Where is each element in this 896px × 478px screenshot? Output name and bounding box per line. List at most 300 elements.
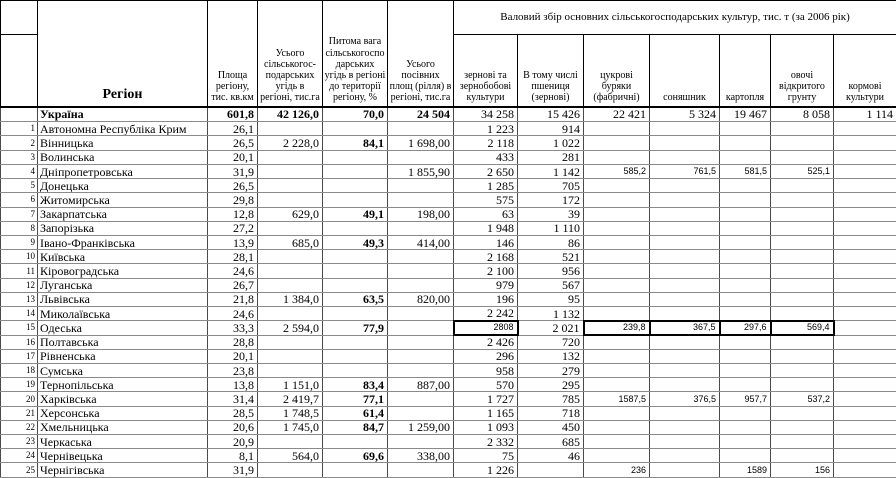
- region-name-cell[interactable]: Дніпропетровська: [38, 164, 208, 178]
- region-column-header[interactable]: Регіон: [38, 1, 208, 107]
- cell-potato[interactable]: [720, 435, 771, 449]
- cell-grain-legumes[interactable]: 75: [454, 449, 518, 463]
- cell-farmland[interactable]: 1 384,0: [258, 292, 323, 306]
- cell-vegetables[interactable]: 8 058: [771, 107, 834, 122]
- cell-sugar-beet[interactable]: 22 421: [584, 107, 650, 122]
- cell-farmland[interactable]: [258, 435, 323, 449]
- cell-vegetables[interactable]: 156: [771, 463, 834, 478]
- cell-sunflower[interactable]: 367,5: [650, 321, 720, 335]
- cell-wheat[interactable]: 295: [518, 378, 584, 392]
- cell-sown[interactable]: [388, 250, 454, 264]
- cell-grain-legumes[interactable]: 1 285: [454, 179, 518, 193]
- cell-share[interactable]: [323, 435, 388, 449]
- cell-sunflower[interactable]: [650, 150, 720, 164]
- cell-wheat[interactable]: 705: [518, 179, 584, 193]
- fodder-column-header[interactable]: кормові культури: [834, 35, 896, 107]
- row-number-cell[interactable]: 17: [1, 349, 38, 363]
- cell-area[interactable]: 28,1: [208, 250, 258, 264]
- row-number-cell[interactable]: 9: [1, 235, 38, 249]
- cell-fodder[interactable]: [834, 321, 896, 335]
- cell-grain-legumes[interactable]: 2 332: [454, 435, 518, 449]
- cell-farmland[interactable]: [258, 150, 323, 164]
- cell-sugar-beet[interactable]: [584, 150, 650, 164]
- cell-area[interactable]: 31,9: [208, 463, 258, 478]
- cell-sown[interactable]: [388, 435, 454, 449]
- cell-fodder[interactable]: [834, 307, 896, 321]
- row-number-cell[interactable]: 6: [1, 193, 38, 207]
- cell-fodder[interactable]: [834, 136, 896, 150]
- cell-area[interactable]: 12,8: [208, 207, 258, 221]
- cell-wheat[interactable]: 1 110: [518, 221, 584, 235]
- cell-fodder[interactable]: 1 114: [834, 107, 896, 122]
- cell-potato[interactable]: [720, 363, 771, 377]
- cell-sugar-beet[interactable]: [584, 122, 650, 136]
- cell-wheat[interactable]: 132: [518, 349, 584, 363]
- cell-area[interactable]: 13,8: [208, 378, 258, 392]
- cell-vegetables[interactable]: 569,4: [771, 321, 834, 335]
- cell-fodder[interactable]: [834, 150, 896, 164]
- cell-sown[interactable]: [388, 193, 454, 207]
- region-name-cell[interactable]: Вінницька: [38, 136, 208, 150]
- cell-potato[interactable]: [720, 250, 771, 264]
- cell-sugar-beet[interactable]: [584, 292, 650, 306]
- cell-farmland[interactable]: 2 594,0: [258, 321, 323, 335]
- cell-sown[interactable]: 338,00: [388, 449, 454, 463]
- row-number-cell[interactable]: 18: [1, 363, 38, 377]
- cell-farmland[interactable]: [258, 221, 323, 235]
- cell-sown[interactable]: [388, 321, 454, 335]
- cell-sunflower[interactable]: [650, 435, 720, 449]
- cell-share[interactable]: 77,9: [323, 321, 388, 335]
- cell-share[interactable]: [323, 278, 388, 292]
- row-number-cell[interactable]: 4: [1, 164, 38, 178]
- wheat-column-header[interactable]: В тому числі пшениця (зернові): [518, 35, 584, 107]
- cell-grain-legumes[interactable]: 196: [454, 292, 518, 306]
- cell-wheat[interactable]: 685: [518, 435, 584, 449]
- cell-share[interactable]: [323, 150, 388, 164]
- cell-potato[interactable]: [720, 235, 771, 249]
- row-number-cell[interactable]: 20: [1, 392, 38, 406]
- cell-sown[interactable]: [388, 278, 454, 292]
- row-number-cell[interactable]: 5: [1, 179, 38, 193]
- row-number-cell[interactable]: 3: [1, 150, 38, 164]
- cell-wheat[interactable]: 567: [518, 278, 584, 292]
- cell-sunflower[interactable]: [650, 179, 720, 193]
- cell-vegetables[interactable]: [771, 122, 834, 136]
- row-number-cell[interactable]: 10: [1, 250, 38, 264]
- cell-wheat[interactable]: 46: [518, 449, 584, 463]
- cell-share[interactable]: 49,1: [323, 207, 388, 221]
- cell-potato[interactable]: [720, 278, 771, 292]
- cell-sown[interactable]: 820,00: [388, 292, 454, 306]
- cell-fodder[interactable]: [834, 179, 896, 193]
- sown-area-column-header[interactable]: Усього посівних площ (рілля) в регіоні, тис.га: [388, 1, 454, 107]
- grain-legumes-column-header[interactable]: зернові та зернобобові культури: [454, 35, 518, 107]
- cell-vegetables[interactable]: [771, 292, 834, 306]
- cell-fodder[interactable]: [834, 235, 896, 249]
- cell-grain-legumes[interactable]: 296: [454, 349, 518, 363]
- cell-potato[interactable]: [720, 179, 771, 193]
- row-number-cell[interactable]: 21: [1, 406, 38, 420]
- cell-share[interactable]: [323, 264, 388, 278]
- cell-fodder[interactable]: [834, 221, 896, 235]
- cell-area[interactable]: 23,8: [208, 363, 258, 377]
- cell-sown[interactable]: [388, 221, 454, 235]
- cell-farmland[interactable]: 42 126,0: [258, 107, 323, 122]
- cell-farmland[interactable]: 629,0: [258, 207, 323, 221]
- cell-sugar-beet[interactable]: [584, 136, 650, 150]
- cell-grain-legumes[interactable]: 2 426: [454, 335, 518, 349]
- region-name-cell[interactable]: Луганська: [38, 278, 208, 292]
- cell-potato[interactable]: [720, 349, 771, 363]
- cell-sown[interactable]: 198,00: [388, 207, 454, 221]
- cell-area[interactable]: 31,4: [208, 392, 258, 406]
- row-number-cell[interactable]: 16: [1, 335, 38, 349]
- cell-grain-legumes[interactable]: 63: [454, 207, 518, 221]
- cell-vegetables[interactable]: [771, 150, 834, 164]
- cell-grain-legumes[interactable]: 433: [454, 150, 518, 164]
- region-name-cell[interactable]: Київська: [38, 250, 208, 264]
- cell-farmland[interactable]: [258, 335, 323, 349]
- cell-wheat[interactable]: 718: [518, 406, 584, 420]
- gross-harvest-group-header[interactable]: Валовий збір основних сільськогосподарських культур, тис. т (за 2006 рік): [454, 1, 896, 35]
- vegetables-column-header[interactable]: овочі відкритого грунту: [771, 35, 834, 107]
- row-number-cell[interactable]: 14: [1, 307, 38, 321]
- region-name-cell[interactable]: Івано-Франківська: [38, 235, 208, 249]
- region-name-cell[interactable]: Полтавська: [38, 335, 208, 349]
- cell-sown[interactable]: [388, 150, 454, 164]
- cell-vegetables[interactable]: [771, 264, 834, 278]
- cell-area[interactable]: 28,5: [208, 406, 258, 420]
- cell-sunflower[interactable]: [650, 278, 720, 292]
- cell-farmland[interactable]: 1 748,5: [258, 406, 323, 420]
- cell-fodder[interactable]: [834, 435, 896, 449]
- cell-sugar-beet[interactable]: [584, 335, 650, 349]
- cell-area[interactable]: 33,3: [208, 321, 258, 335]
- cell-vegetables[interactable]: [771, 193, 834, 207]
- cell-sown[interactable]: 24 504: [388, 107, 454, 122]
- cell-grain-legumes[interactable]: 570: [454, 378, 518, 392]
- region-name-cell[interactable]: Львівська: [38, 292, 208, 306]
- cell-sown[interactable]: [388, 463, 454, 478]
- row-number-cell[interactable]: 1: [1, 122, 38, 136]
- row-number-cell[interactable]: 25: [1, 463, 38, 478]
- cell-farmland[interactable]: [258, 349, 323, 363]
- cell-potato[interactable]: 297,6: [720, 321, 771, 335]
- cell-share[interactable]: [323, 221, 388, 235]
- cell-fodder[interactable]: [834, 335, 896, 349]
- cell-share[interactable]: [323, 335, 388, 349]
- cell-farmland[interactable]: [258, 307, 323, 321]
- cell-fodder[interactable]: [834, 122, 896, 136]
- cell-sugar-beet[interactable]: [584, 449, 650, 463]
- cell-farmland[interactable]: [258, 250, 323, 264]
- row-number-cell[interactable]: 22: [1, 420, 38, 434]
- area-column-header[interactable]: Площа регіону, тис. кв.км: [208, 1, 258, 107]
- cell-sunflower[interactable]: [650, 264, 720, 278]
- cell-fodder[interactable]: [834, 349, 896, 363]
- cell-wheat[interactable]: 1 132: [518, 307, 584, 321]
- cell-sown[interactable]: [388, 392, 454, 406]
- row-number-cell[interactable]: 2: [1, 136, 38, 150]
- cell-area[interactable]: 26,5: [208, 179, 258, 193]
- cell-fodder[interactable]: [834, 207, 896, 221]
- region-name-cell[interactable]: Хмельницька: [38, 420, 208, 434]
- cell-share[interactable]: [323, 193, 388, 207]
- cell-vegetables[interactable]: [771, 335, 834, 349]
- cell-sunflower[interactable]: [650, 420, 720, 434]
- row-number-cell[interactable]: 24: [1, 449, 38, 463]
- region-name-cell[interactable]: Сумська: [38, 363, 208, 377]
- total-name-cell[interactable]: Україна: [38, 107, 208, 122]
- cell-potato[interactable]: [720, 406, 771, 420]
- cell-sugar-beet[interactable]: [584, 193, 650, 207]
- cell-vegetables[interactable]: [771, 349, 834, 363]
- cell-sugar-beet[interactable]: [584, 250, 650, 264]
- cell-fodder[interactable]: [834, 392, 896, 406]
- cell-potato[interactable]: [720, 221, 771, 235]
- cell-sugar-beet[interactable]: [584, 406, 650, 420]
- cell-share[interactable]: 84,1: [323, 136, 388, 150]
- cell-sunflower[interactable]: [650, 378, 720, 392]
- cell-farmland[interactable]: 2 228,0: [258, 136, 323, 150]
- cell-area[interactable]: 31,9: [208, 164, 258, 178]
- cell-fodder[interactable]: [834, 378, 896, 392]
- row-number-cell[interactable]: 8: [1, 221, 38, 235]
- cell-wheat[interactable]: 95: [518, 292, 584, 306]
- row-number-cell[interactable]: [1, 107, 38, 122]
- cell-sown[interactable]: [388, 122, 454, 136]
- cell-sugar-beet[interactable]: [584, 363, 650, 377]
- potato-column-header[interactable]: картопля: [720, 35, 771, 107]
- cell-grain-legumes[interactable]: 1 165: [454, 406, 518, 420]
- cell-grain-legumes[interactable]: 2 650: [454, 164, 518, 178]
- cell-potato[interactable]: [720, 335, 771, 349]
- cell-wheat[interactable]: 172: [518, 193, 584, 207]
- cell-grain-legumes[interactable]: 2 168: [454, 250, 518, 264]
- cell-area[interactable]: 20,9: [208, 435, 258, 449]
- cell-share[interactable]: [323, 307, 388, 321]
- cell-potato[interactable]: [720, 207, 771, 221]
- cell-potato[interactable]: [720, 136, 771, 150]
- cell-fodder[interactable]: [834, 420, 896, 434]
- cell-wheat[interactable]: 1 142: [518, 164, 584, 178]
- cell-vegetables[interactable]: [771, 221, 834, 235]
- cell-wheat[interactable]: 720: [518, 335, 584, 349]
- cell-potato[interactable]: [720, 193, 771, 207]
- cell-fodder[interactable]: [834, 363, 896, 377]
- region-name-cell[interactable]: Миколаївська: [38, 307, 208, 321]
- cell-area[interactable]: 8,1: [208, 449, 258, 463]
- cell-share[interactable]: [323, 463, 388, 478]
- cell-vegetables[interactable]: [771, 235, 834, 249]
- cell-sugar-beet[interactable]: [584, 420, 650, 434]
- cell-sown[interactable]: 1 855,90: [388, 164, 454, 178]
- cell-sown[interactable]: [388, 363, 454, 377]
- cell-share[interactable]: 83,4: [323, 378, 388, 392]
- cell-potato[interactable]: [720, 122, 771, 136]
- cell-wheat[interactable]: 15 426: [518, 107, 584, 122]
- cell-potato[interactable]: [720, 420, 771, 434]
- cell-farmland[interactable]: 2 419,7: [258, 392, 323, 406]
- cell-share[interactable]: 61,4: [323, 406, 388, 420]
- cell-vegetables[interactable]: 537,2: [771, 392, 834, 406]
- corner-cell-bottom[interactable]: [1, 35, 38, 107]
- cell-grain-legumes[interactable]: 1 226: [454, 463, 518, 478]
- cell-grain-legumes[interactable]: 979: [454, 278, 518, 292]
- cell-sugar-beet[interactable]: [584, 307, 650, 321]
- cell-potato[interactable]: [720, 449, 771, 463]
- cell-sown[interactable]: [388, 335, 454, 349]
- sugar-beet-column-header[interactable]: цукрові буряки (фабричні): [584, 35, 650, 107]
- cell-farmland[interactable]: [258, 278, 323, 292]
- cell-grain-legumes[interactable]: 2 118: [454, 136, 518, 150]
- cell-sugar-beet[interactable]: [584, 278, 650, 292]
- cell-share[interactable]: [323, 164, 388, 178]
- cell-fodder[interactable]: [834, 463, 896, 478]
- cell-sown[interactable]: 887,00: [388, 378, 454, 392]
- cell-vegetables[interactable]: [771, 179, 834, 193]
- cell-grain-legumes[interactable]: 34 258: [454, 107, 518, 122]
- cell-sunflower[interactable]: 376,5: [650, 392, 720, 406]
- cell-sugar-beet[interactable]: 236: [584, 463, 650, 478]
- region-name-cell[interactable]: Запорізька: [38, 221, 208, 235]
- cell-sunflower[interactable]: [650, 363, 720, 377]
- cell-sunflower[interactable]: [650, 335, 720, 349]
- cell-sugar-beet[interactable]: 1587,5: [584, 392, 650, 406]
- cell-share[interactable]: 84,7: [323, 420, 388, 434]
- region-name-cell[interactable]: Донецька: [38, 179, 208, 193]
- cell-area[interactable]: 24,6: [208, 264, 258, 278]
- row-number-cell[interactable]: 7: [1, 207, 38, 221]
- cell-potato[interactable]: 957,7: [720, 392, 771, 406]
- cell-fodder[interactable]: [834, 292, 896, 306]
- cell-fodder[interactable]: [834, 278, 896, 292]
- cell-sunflower[interactable]: [650, 349, 720, 363]
- cell-fodder[interactable]: [834, 406, 896, 420]
- cell-potato[interactable]: 1589: [720, 463, 771, 478]
- cell-grain-legumes[interactable]: 2 100: [454, 264, 518, 278]
- cell-sugar-beet[interactable]: 239,8: [584, 321, 650, 335]
- cell-potato[interactable]: [720, 378, 771, 392]
- cell-sugar-beet[interactable]: [584, 264, 650, 278]
- cell-vegetables[interactable]: [771, 363, 834, 377]
- region-name-cell[interactable]: Одеська: [38, 321, 208, 335]
- cell-sunflower[interactable]: [650, 207, 720, 221]
- cell-sunflower[interactable]: [650, 307, 720, 321]
- cell-sunflower[interactable]: [650, 463, 720, 478]
- row-number-cell[interactable]: 12: [1, 278, 38, 292]
- cell-sugar-beet[interactable]: [584, 207, 650, 221]
- cell-fodder[interactable]: [834, 164, 896, 178]
- cell-potato[interactable]: 581,5: [720, 164, 771, 178]
- cell-area[interactable]: 13,9: [208, 235, 258, 249]
- cell-share[interactable]: [323, 250, 388, 264]
- region-name-cell[interactable]: Черкаська: [38, 435, 208, 449]
- region-name-cell[interactable]: Чернігівська: [38, 463, 208, 478]
- cell-wheat[interactable]: 521: [518, 250, 584, 264]
- cell-sunflower[interactable]: 5 324: [650, 107, 720, 122]
- cell-farmland[interactable]: 564,0: [258, 449, 323, 463]
- cell-farmland[interactable]: [258, 193, 323, 207]
- cell-fodder[interactable]: [834, 250, 896, 264]
- cell-wheat[interactable]: 914: [518, 122, 584, 136]
- cell-vegetables[interactable]: [771, 378, 834, 392]
- cell-share[interactable]: 49,3: [323, 235, 388, 249]
- region-name-cell[interactable]: Рівненська: [38, 349, 208, 363]
- cell-share[interactable]: [323, 349, 388, 363]
- cell-wheat[interactable]: 450: [518, 420, 584, 434]
- cell-farmland[interactable]: [258, 179, 323, 193]
- cell-farmland[interactable]: [258, 264, 323, 278]
- cell-wheat[interactable]: 279: [518, 363, 584, 377]
- cell-potato[interactable]: [720, 292, 771, 306]
- cell-sunflower[interactable]: [650, 449, 720, 463]
- cell-wheat[interactable]: 785: [518, 392, 584, 406]
- cell-grain-legumes[interactable]: 1 727: [454, 392, 518, 406]
- cell-vegetables[interactable]: [771, 435, 834, 449]
- cell-sunflower[interactable]: [650, 136, 720, 150]
- cell-sown[interactable]: [388, 264, 454, 278]
- cell-sunflower[interactable]: [650, 221, 720, 235]
- cell-share[interactable]: 63,5: [323, 292, 388, 306]
- cell-vegetables[interactable]: [771, 420, 834, 434]
- cell-sugar-beet[interactable]: [584, 235, 650, 249]
- cell-sugar-beet[interactable]: [584, 179, 650, 193]
- cell-sunflower[interactable]: [650, 292, 720, 306]
- cell-grain-legumes[interactable]: 1 948: [454, 221, 518, 235]
- cell-share[interactable]: 69,6: [323, 449, 388, 463]
- cell-farmland[interactable]: 1 745,0: [258, 420, 323, 434]
- cell-area[interactable]: 26,1: [208, 122, 258, 136]
- cell-sunflower[interactable]: 761,5: [650, 164, 720, 178]
- cell-share[interactable]: [323, 363, 388, 377]
- cell-sown[interactable]: 1 259,00: [388, 420, 454, 434]
- cell-area[interactable]: 20,1: [208, 349, 258, 363]
- cell-area[interactable]: 29,8: [208, 193, 258, 207]
- cell-sown[interactable]: [388, 179, 454, 193]
- cell-share[interactable]: 77,1: [323, 392, 388, 406]
- cell-sown[interactable]: [388, 349, 454, 363]
- region-name-cell[interactable]: Херсонська: [38, 406, 208, 420]
- cell-wheat[interactable]: 86: [518, 235, 584, 249]
- cell-vegetables[interactable]: [771, 136, 834, 150]
- cell-farmland[interactable]: [258, 463, 323, 478]
- cell-sugar-beet[interactable]: [584, 378, 650, 392]
- cell-area[interactable]: 21,8: [208, 292, 258, 306]
- cell-sown[interactable]: 1 698,00: [388, 136, 454, 150]
- cell-potato[interactable]: [720, 307, 771, 321]
- cell-fodder[interactable]: [834, 449, 896, 463]
- cell-farmland[interactable]: [258, 122, 323, 136]
- cell-vegetables[interactable]: [771, 449, 834, 463]
- cell-wheat[interactable]: 39: [518, 207, 584, 221]
- cell-vegetables[interactable]: 525,1: [771, 164, 834, 178]
- cell-potato[interactable]: [720, 264, 771, 278]
- region-name-cell[interactable]: Волинська: [38, 150, 208, 164]
- cell-share[interactable]: [323, 179, 388, 193]
- cell-sunflower[interactable]: [650, 122, 720, 136]
- cell-area[interactable]: 24,6: [208, 307, 258, 321]
- region-name-cell[interactable]: Тернопільська: [38, 378, 208, 392]
- cell-wheat[interactable]: 956: [518, 264, 584, 278]
- corner-cell-top[interactable]: [1, 1, 38, 35]
- cell-area[interactable]: 28,8: [208, 335, 258, 349]
- cell-grain-legumes[interactable]: 958: [454, 363, 518, 377]
- cell-wheat[interactable]: 281: [518, 150, 584, 164]
- cell-grain-legumes[interactable]: 1 223: [454, 122, 518, 136]
- row-number-cell[interactable]: 13: [1, 292, 38, 306]
